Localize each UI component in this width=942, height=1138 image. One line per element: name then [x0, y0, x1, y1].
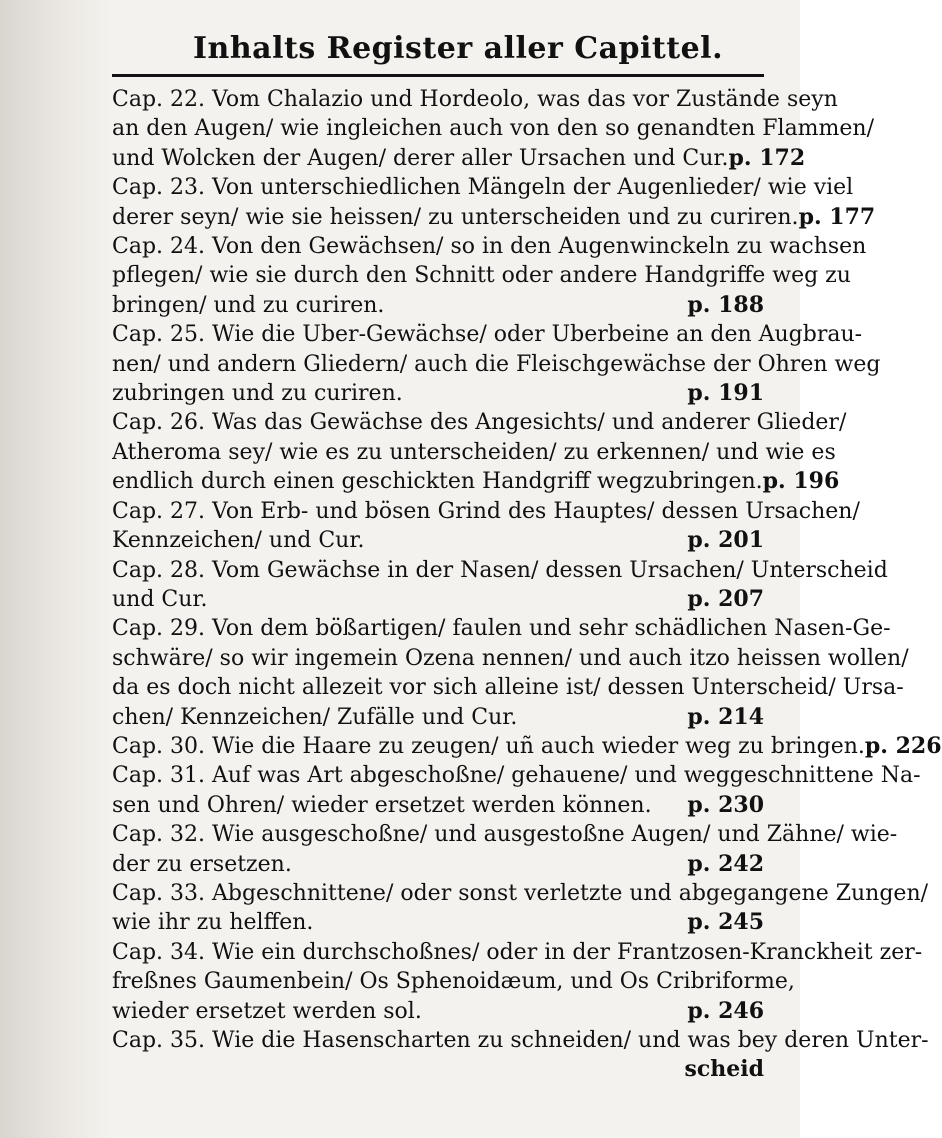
toc-entry [112, 732, 942, 761]
entry-text: wieder ersetzet werden sol. [112, 998, 422, 1024]
page-gutter-shadow [0, 0, 112, 1138]
table-of-contents [112, 85, 942, 1085]
entry-last-line [112, 144, 806, 173]
entry-line: Cap. 29. Von dem bößartigen/ faulen und sehr schädlichen Nasen-Ge- [112, 616, 891, 642]
page-reference: p. 214 [687, 703, 764, 730]
entry-text: chen/ Kennzeichen/ Zufälle und Cur. [112, 704, 518, 730]
entry-line: Cap. 27. Von Erb- und bösen Grind des Hauptes/ dessen Ursachen/ [112, 498, 860, 524]
page-reference: p. 230 [687, 791, 764, 818]
entry-text: der zu ersetzen. [112, 851, 292, 877]
entry-line: Atheroma sey/ wie es zu unterscheiden/ zu erkennen/ und wie es [112, 439, 836, 465]
toc-entry [112, 761, 921, 820]
toc-entry [112, 938, 923, 1026]
entry-line: schwäre/ so wir ingemein Ozena nennen/ und auch itzo heissen wollen/ [112, 645, 909, 671]
page-reference: p. 191 [687, 380, 764, 407]
toc-entry [112, 85, 875, 173]
entry-text: zubringen und zu curiren. [112, 381, 403, 407]
entry-last-line [112, 585, 764, 614]
entry-last-line [112, 703, 764, 732]
toc-entry [112, 408, 847, 496]
toc-entry [112, 497, 860, 556]
entry-last-line [112, 908, 764, 937]
entry-line: Cap. 25. Wie die Uber-Gewächse/ oder Uberbeine an den Augbrau- [112, 322, 863, 348]
toc-entry [112, 879, 929, 938]
toc-entry [112, 614, 909, 732]
page-reference: p. 188 [687, 291, 764, 318]
entry-text: wie ihr zu helffen. [112, 910, 314, 936]
entry-line: da es doch nicht allezeit vor sich alleine ist/ dessen Unterscheid/ Ursa- [112, 675, 904, 701]
entry-text: bringen/ und zu curiren. [112, 292, 385, 318]
entry-last-line [112, 997, 764, 1026]
entry-line: Cap. 31. Auf was Art abgeschoßne/ gehauene/ und weggeschnittene Na- [112, 763, 921, 789]
entry-text: endlich durch einen geschickten Handgriff wegzubringen. [112, 469, 763, 495]
toc-entry [112, 820, 898, 879]
page-reference: p. 245 [687, 909, 764, 936]
entry-text: Cap. 30. Wie die Haare zu zeugen/ uñ auch wieder weg zu bringen. [112, 733, 865, 759]
entry-line: Cap. 22. Vom Chalazio und Hordeolo, was das vor Zustände seyn [112, 87, 838, 112]
entry-last-line [112, 203, 876, 232]
toc-entry [112, 320, 881, 408]
toc-entry [112, 1026, 929, 1085]
entry-line: Cap. 28. Vom Gewächse in der Nasen/ dessen Ursachen/ Unterscheid [112, 557, 888, 583]
page-reference: p. 177 [798, 203, 876, 230]
entry-line: Cap. 26. Was das Gewächse des Angesichts/ und anderer Glieder/ [112, 410, 847, 436]
entry-text: Kennzeichen/ und Cur. [112, 528, 365, 554]
entry-line: Cap. 23. Von unterschiedlichen Mängeln der Augenlieder/ wie viel [112, 175, 854, 201]
entry-last-line [112, 467, 840, 496]
entry-last-line [112, 291, 764, 320]
entry-text: und Wolcken der Augen/ derer aller Ursachen und Cur. [112, 145, 729, 171]
page-reference: p. 207 [687, 585, 764, 612]
entry-text: derer seyn/ wie sie heissen/ zu unterscheiden und zu curiren. [112, 204, 799, 230]
entry-line: Cap. 24. Von den Gewächsen/ so in den Augenwinckeln zu wachsen [112, 234, 867, 260]
entry-line: nen/ und andern Gliedern/ auch die Fleischgewächse der Ohren weg [112, 351, 881, 377]
toc-entry [112, 232, 867, 320]
entry-line: pflegen/ wie sie durch den Schnitt oder andere Handgriffe weg zu [112, 263, 851, 289]
page-reference: p. 226 [864, 732, 942, 759]
page-reference: p. 201 [687, 527, 764, 554]
entry-line: Cap. 33. Abgeschnittene/ oder sonst verletzte und abgegangene Zungen/ [112, 880, 929, 906]
entry-last-line [112, 379, 764, 408]
header-rule [112, 74, 764, 77]
toc-entry [112, 173, 876, 232]
entry-line: Cap. 35. Wie die Hasenscharten zu schneiden/ und was bey deren Unter- [112, 1028, 929, 1053]
page-reference: p. 242 [687, 850, 764, 877]
entry-last-line [112, 526, 764, 555]
entry-line: freßnes Gaumenbein/ Os Sphenoidæum, und Os Cribriforme, [112, 969, 795, 995]
page-reference: p. 196 [762, 468, 840, 495]
page-reference: p. 246 [687, 997, 764, 1024]
toc-entry [112, 556, 888, 615]
entry-last-line [112, 850, 764, 879]
entry-line: Cap. 34. Wie ein durchschoßnes/ oder in der Frantzosen-Kranckheit zer- [112, 939, 923, 965]
entry-line: Cap. 32. Wie ausgeschoßne/ und ausgestoßne Augen/ und Zähne/ wie- [112, 822, 898, 848]
entry-last-line [112, 1055, 764, 1084]
running-head: Inhalts Register aller Capittel. [192, 31, 724, 66]
page-reference: scheid [684, 1056, 764, 1083]
entry-line: an den Augen/ wie ingleichen auch von den so genandten Flammen/ [112, 116, 875, 142]
page-reference: p. 172 [728, 144, 806, 171]
entry-last-line [112, 732, 942, 761]
entry-text: und Cur. [112, 586, 208, 612]
entry-text: sen und Ohren/ wieder ersetzet werden können. [112, 792, 652, 818]
entry-last-line [112, 791, 764, 820]
